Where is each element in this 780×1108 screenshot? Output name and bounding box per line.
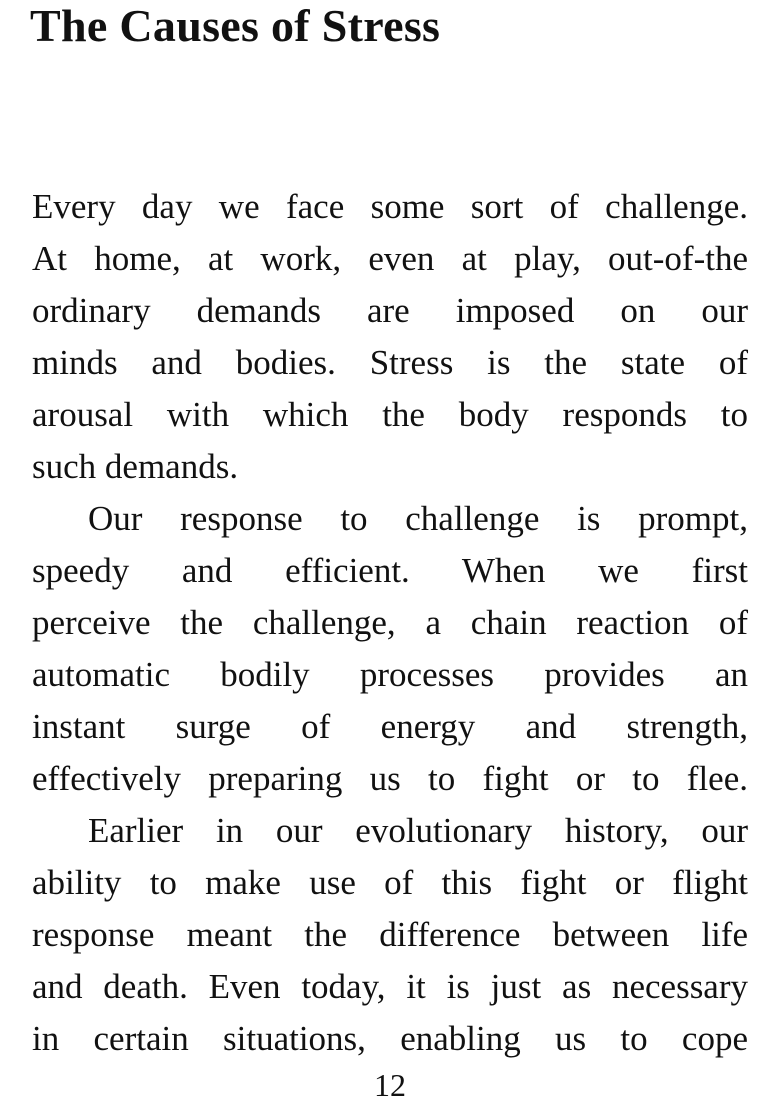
text-line: At home, at work, even at play, out-of-the <box>32 239 748 278</box>
text-line: instant surge of energy and strength, <box>32 707 748 746</box>
text-line: Earlier in our evolutionary history, our <box>88 811 748 850</box>
paragraph <box>32 493 748 805</box>
text-line: effectively preparing us to fight or to flee. <box>32 759 748 798</box>
text-line: response meant the difference between life <box>32 915 748 954</box>
text-line: ordinary demands are imposed on our <box>32 291 748 330</box>
text-line: Our response to challenge is prompt, <box>88 499 748 538</box>
body-text <box>32 181 748 1065</box>
page-number: 12 <box>374 1067 406 1103</box>
text-line: such demands. <box>32 447 239 486</box>
text-line: and death. Even today, it is just as necessary <box>32 967 748 1006</box>
text-line: automatic bodily processes provides an <box>32 655 748 694</box>
text-line: speedy and efficient. When we first <box>32 551 748 590</box>
text-line: ability to make use of this fight or flight <box>32 863 748 902</box>
text-line: arousal with which the body responds to <box>32 395 748 434</box>
page-title: The Causes of Stress <box>30 0 441 51</box>
text-line: Every day we face some sort of challenge. <box>32 187 748 226</box>
text-line: in certain situations, enabling us to cope <box>32 1019 748 1058</box>
paragraph <box>32 805 748 1065</box>
paragraph <box>32 181 748 493</box>
text-line: minds and bodies. Stress is the state of <box>32 343 748 382</box>
text-line: perceive the challenge, a chain reaction of <box>32 603 748 642</box>
